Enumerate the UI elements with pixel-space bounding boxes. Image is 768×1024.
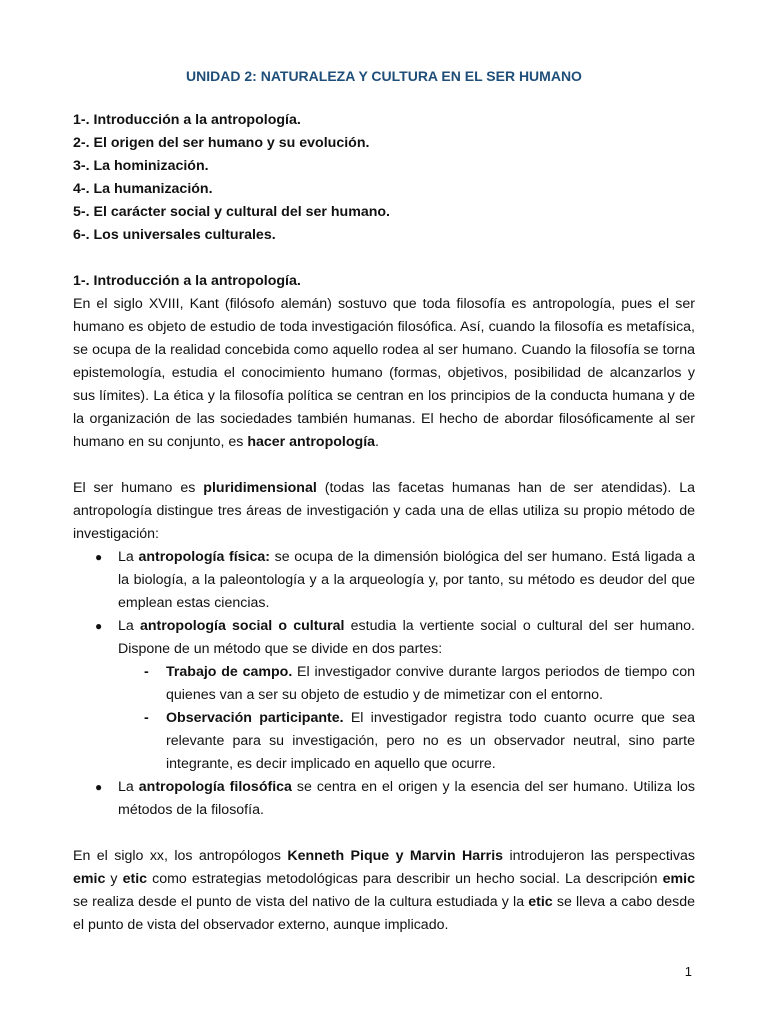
bold-term: antropología social o cultural: [139, 618, 345, 634]
list-item: [73, 546, 695, 615]
bold-term: etic: [528, 894, 553, 910]
paragraph-text: (todas las facetas humanas han de ser atendidas). La antropología distingue tres áreas de investigación y cada una de ellas utiliza su propio método de investigación:: [73, 480, 695, 542]
dash-icon: -: [144, 710, 149, 726]
item-text: El investigador convive durante largos periodos de tiempo con quienes van a ser su objeto de estudio y de mimetizar con el entorno.: [166, 664, 695, 703]
bullet-icon: ●: [95, 550, 103, 564]
paragraph-text: .: [375, 434, 379, 450]
paragraph-text: introdujeron las perspectivas: [503, 848, 695, 864]
page-title: UNIDAD 2: NATURALEZA Y CULTURA EN EL SER HUMANO: [186, 68, 582, 84]
section-heading: 1-. Introducción a la antropología.: [73, 273, 301, 289]
toc-item: 5-. El carácter social y cultural del ser humano.: [73, 204, 390, 220]
table-of-contents: [73, 109, 695, 247]
bold-term: antropología física:: [138, 549, 271, 565]
dash-list: [118, 661, 695, 776]
item-text: se centra en el origen y la esencia del ser humano. Utiliza los métodos de la filosofía.: [118, 779, 695, 818]
bold-term: Kenneth Pique y Marvin Harris: [287, 848, 504, 864]
list-item: [118, 707, 695, 776]
list-item: [73, 615, 695, 776]
paragraph-text: se lleva a cabo desde el punto de vista del observador externo, aunque implicado.: [73, 894, 695, 933]
bold-term: Trabajo de campo.: [166, 664, 293, 680]
bold-term: hacer antropología: [247, 434, 376, 450]
paragraph-emic-etic: [73, 845, 695, 937]
bold-term: Observación participante.: [166, 710, 344, 726]
bold-term: etic: [122, 871, 148, 887]
list-item: [73, 776, 695, 822]
bullet-list: [73, 546, 695, 822]
paragraph-pluridimensional: [73, 477, 695, 546]
page-number: 1: [684, 964, 692, 979]
toc-item: 6-. Los universales culturales.: [73, 227, 276, 243]
bold-term: emic: [662, 871, 695, 887]
list-item: [118, 661, 695, 707]
item-text: estudia la vertiente social o cultural del ser humano. Dispone de un método que se divide en dos partes:: [118, 618, 695, 657]
bullet-icon: ●: [95, 780, 103, 794]
item-text: se ocupa de la dimensión biológica del ser humano. Está ligada a la biología, a la paleontología y a la arqueología y, por tanto, su método es deudor del que emplean estas ciencias.: [118, 549, 695, 611]
paragraph-text: En el siglo xx, los antropólogos: [73, 848, 288, 864]
paragraph-text: En el siglo XVIII, Kant (filósofo alemán) sostuvo que toda filosofía es antropología, pues el ser humano es objeto de estudio de toda investigación filosófica. Así, cuando la filosofía es metafísica, se ocupa de la realidad concebida como aquello rodea al ser humano. Cuando la filosofía se torna epistemología, estudia el conocimiento humano (formas, objetivos, posibilidad de alcanzarlos y sus límites). La ética y la filosofía política se centran en los principios de la conducta humana y de la organización de las sociedades también humanas. El hecho de abordar filosóficamente al ser humano en su conjunto, es: [73, 296, 695, 450]
paragraph-kant: [73, 293, 695, 454]
toc-item: 1-. Introducción a la antropología.: [73, 112, 301, 128]
item-text: La: [118, 618, 140, 634]
paragraph-text: El ser humano es: [73, 480, 204, 496]
bullet-icon: ●: [95, 619, 103, 633]
paragraph-text: se realiza desde el punto de vista del nativo de la cultura estudiada y la: [73, 894, 529, 910]
item-text: La: [118, 549, 139, 565]
paragraph-text: como estrategias metodológicas para describir un hecho social. La descripción: [147, 871, 663, 887]
item-text: El investigador registra todo cuanto ocurre que sea relevante para su investigación, pero no es un observador neutral, sino parte integrante, es decir implicado en aquello que ocurre.: [166, 710, 695, 772]
dash-icon: -: [144, 664, 149, 680]
paragraph-text: y: [105, 871, 123, 887]
bold-term: emic: [73, 871, 106, 887]
toc-item: 4-. La humanización.: [73, 181, 213, 197]
bold-term: pluridimensional: [203, 480, 317, 496]
bold-term: antropología filosófica: [138, 779, 292, 795]
toc-item: 3-. La hominización.: [73, 158, 209, 174]
item-text: La: [118, 779, 139, 795]
toc-item: 2-. El origen del ser humano y su evolución.: [73, 135, 370, 151]
